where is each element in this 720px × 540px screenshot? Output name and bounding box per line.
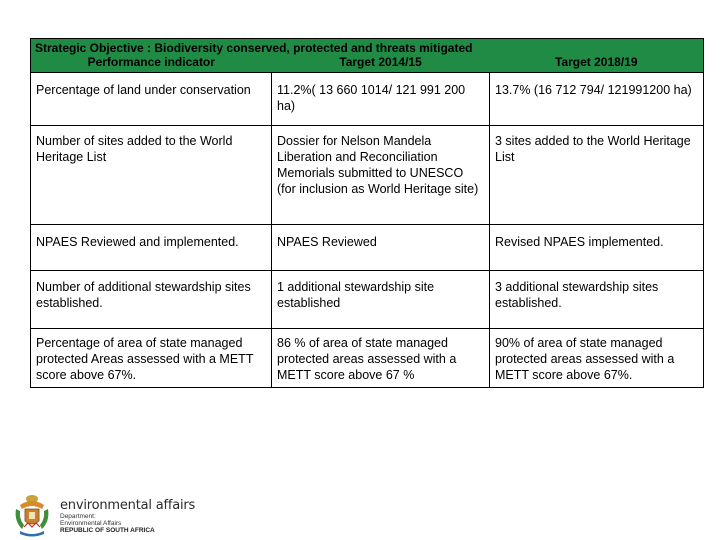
table-row — [31, 126, 704, 225]
table-row — [31, 225, 704, 271]
performance-table-container — [30, 38, 703, 388]
target-2014-cell: 1 additional stewardship site established — [272, 271, 490, 329]
logo-line-department: Department: — [60, 513, 96, 520]
indicator-cell: Percentage of area of state managed protected Areas assessed with a METT score above 67%. — [31, 329, 272, 388]
indicator-cell: NPAES Reviewed and implemented. — [31, 225, 272, 271]
target-2018-cell: 3 sites added to the World Heritage List — [490, 126, 704, 225]
table-row — [31, 329, 704, 388]
logo-line-country: REPUBLIC OF SOUTH AFRICA — [60, 527, 155, 534]
coat-of-arms-icon — [10, 493, 54, 539]
target-2014-cell: 11.2%( 13 660 1014/ 121 991 200 ha) — [272, 73, 490, 126]
column-header-indicator: Performance indicator — [31, 55, 272, 73]
table-row — [31, 271, 704, 329]
indicator-cell: Number of additional stewardship sites established. — [31, 271, 272, 329]
department-logo — [10, 492, 210, 540]
objective-header-row — [31, 39, 704, 56]
target-2014-cell: 86 % of area of state managed protected areas assessed with a METT score above 67 % — [272, 329, 490, 388]
indicator-cell: Number of sites added to the World Heritage List — [31, 126, 272, 225]
brand-name: environmental affairs — [60, 498, 196, 513]
column-header-target-2018: Target 2018/19 — [490, 55, 704, 73]
strategic-objective-title: Strategic Objective : Biodiversity conserved, protected and threats mitigated — [31, 39, 704, 56]
target-2018-cell: Revised NPAES implemented. — [490, 225, 704, 271]
performance-table — [30, 38, 704, 388]
logo-line-dept-name: Environmental Affairs — [60, 520, 122, 527]
target-2018-cell: 13.7% (16 712 794/ 121991200 ha) — [490, 73, 704, 126]
target-2018-cell: 3 additional stewardship sites established. — [490, 271, 704, 329]
target-2014-cell: NPAES Reviewed — [272, 225, 490, 271]
column-header-row — [31, 55, 704, 73]
target-2018-cell: 90% of area of state managed protected areas assessed with a METT score above 67%. — [490, 329, 704, 388]
indicator-cell: Percentage of land under conservation — [31, 73, 272, 126]
column-header-target-2014: Target 2014/15 — [272, 55, 490, 73]
table-row — [31, 73, 704, 126]
target-2014-cell: Dossier for Nelson Mandela Liberation and Reconciliation Memorials submitted to UNESCO (for inclusion as World Heritage site) — [272, 126, 490, 225]
